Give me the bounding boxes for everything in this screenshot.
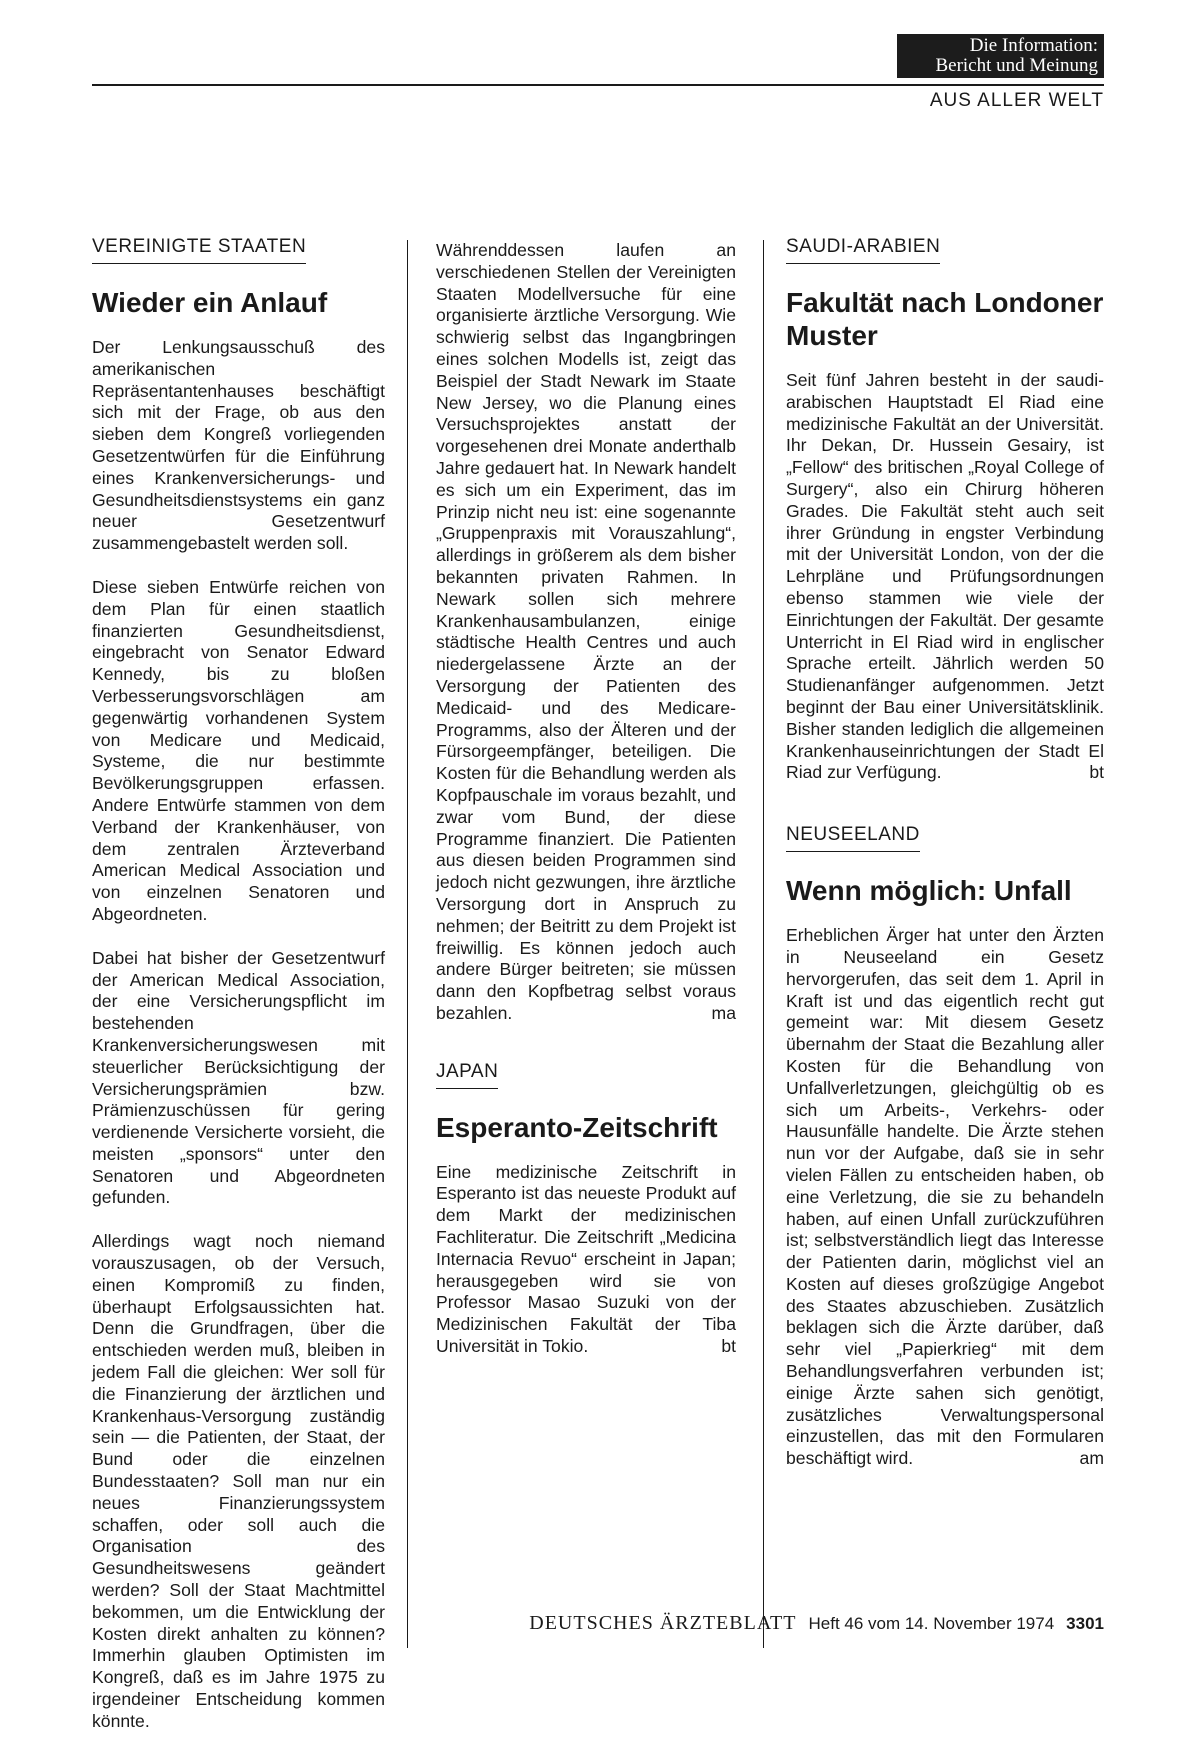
article-paragraph xyxy=(436,240,736,1025)
article-paragraph xyxy=(436,1162,736,1358)
article-paragraph: Diese sieben Entwürfe reichen von dem Plan für einen staatlich finanzierten Gesundheitsdienst, eingebracht von Senator Edward Kennedy, bis zu bloßen Verbesserungsvorschlägen am gegenwärtig vorhandenen System von Medicare und Medicaid, Systeme, die nur bestimmte Bevölkerungsgruppen erfassen. Andere Entwürfe stammen von dem Verband der Krankenhäuser, von dem zentralen Ärzteverband American Medical Association und von einzelnen Senatoren und Abgeordneten. xyxy=(92,576,385,924)
masthead-box xyxy=(897,34,1104,78)
author-signature: bt xyxy=(721,1336,736,1357)
page-number: 3301 xyxy=(1066,1614,1104,1633)
article-title: Wenn möglich: Unfall xyxy=(786,875,1072,907)
section-heading: AUS ALLER WELT xyxy=(929,90,1104,111)
article-paragraph: Allerdings wagt noch niemand vorauszusagen, ob der Versuch, einen Kompromiß zu finden, überhaupt Erfolgsaussichten hat. Denn die Grundfragen, über die entschieden werden muß, bleiben in jedem Fall die gleichen: Wer soll für die Finanzierung der ärztlichen und Krankenhaus-Versorgung zuständig sein — die Patienten, der Staat, der Bund oder die einzelnen Bundesstaaten? Soll man nur ein neues Finanzierungssystem schaffen, oder soll auch die Organisation des Gesundheitswesens geändert werden? Soll der Staat Machtmittel bekommen, um die Entwicklung der Kosten direkt anhalten zu können? Immerhin glauben Optimisten im Kongreß, daß es im Jahre 1975 zu irgendeiner Entscheidung kommen könnte. xyxy=(92,1231,385,1731)
article-kicker: JAPAN xyxy=(436,1061,498,1089)
article-paragraph-text: Seit fünf Jahren besteht in der saudi-arabischen Hauptstadt El Riad eine medizinische Fakultät an der Universität. Ihr Dekan, Dr. Hussein Gesairy, ist „Fellow“ des britischen „Royal College of Surgery“, also ein Chirurg höheren Grades. Die Fakultät steht auch seit ihrer Gründung in engster Verbindung mit der Universität London, von der die Lehrpläne und Prüfungsordnungen ebenso stammen wie viele der Einrichtungen der Fakultät. Der gesamte Unterricht in El Riad wird in englischer Sprache erteilt. Jährlich werden 50 Studienanfänger aufgenommen. Jetzt beginnt der Bau einer Universitätsklinik. Bisher standen lediglich die allgemeinen Krankenhauseinrichtungen der Stadt El Riad zur Verfügung. xyxy=(786,370,1104,783)
masthead-line-2: Bericht und Meinung xyxy=(935,55,1098,76)
article-paragraph-text: Eine medizinische Zeitschrift in Esperanto ist das neueste Produkt auf dem Markt der medizinischen Fachliteratur. Die Zeitschrift „Medicina Internacia Revuo“ erscheint in Japan; herausgegeben wird sie von Professor Masao Suzuki von der Medizinischen Fakultät der Tiba Universität in Tokio. xyxy=(436,1161,736,1357)
article-kicker: NEUSEELAND xyxy=(786,824,920,852)
column-1 xyxy=(92,236,385,1755)
header-rule xyxy=(92,84,1104,86)
journal-name: DEUTSCHES ÄRZTEBLATT xyxy=(529,1612,797,1634)
article-title: Fakultät nach Londoner Muster xyxy=(786,287,1104,351)
article-paragraph: Dabei hat bisher der Gesetzentwurf der American Medical Association, der eine Versicherungspflicht im bestehenden Krankenversicherungswesen mit steuerlicher Berücksichtigung der Versicherungsprämien bzw. Prämienzuschüssen für gering verdienende Versicherte vorsieht, die meisten „sponsors“ unter den Senatoren und Abgeordneten gefunden. xyxy=(92,947,385,1208)
issue-info: Heft 46 vom 14. November 1974 xyxy=(808,1614,1055,1633)
article-title: Wieder ein Anlauf xyxy=(92,287,328,318)
article-paragraph-text: Währenddessen laufen an verschiedenen Stellen der Vereinigten Staaten Modellversuche für eine organisierte ärztliche Versorgung. Wie schwierig selbst das Ingangbringen eines solchen Modells ist, zeigt das Beispiel der Stadt Newark im Staate New Jersey, wo die Planung eines Versuchsprojektes anstatt der vorgesehenen drei Monate anderthalb Jahre gedauert hat. In Newark handelt es sich um ein Experiment, das im Prinzip nicht neu ist: eine sogenannte „Gruppenpraxis mit Vorauszahlung“, allerdings in größerem als dem bisher bekannten privaten Rahmen. In Newark sollen sich mehrere Krankenhausambulanzen, einige städtische Health Centres und auch niedergelassene Ärzte an der Versorgung der Patienten des Medicaid- und des Medicare-Programms, also der Älteren und der Fürsorgeempfänger, beteiligen. Die Kosten für die Behandlung werden als Kopfpauschale im voraus bezahlt, und zwar vom Bund, der diese Programme finanziert. Die Patienten aus diesen beiden Programmen sind jedoch nicht gezwungen, ihre ärztliche Versorgung dort in Anspruch zu nehmen; der Beitritt zu dem Projekt ist freiwillig. Es können jedoch auch andere Bürger beitreten; sie müssen dann den Kopfbetrag selbst voraus bezahlen. xyxy=(436,240,736,1023)
column-divider xyxy=(407,240,408,1648)
column-divider xyxy=(763,240,764,1648)
article-kicker: VEREINIGTE STAATEN xyxy=(92,236,306,264)
article-paragraph xyxy=(786,925,1104,1470)
article-paragraph xyxy=(786,370,1104,784)
article-paragraph-text: Erheblichen Ärger hat unter den Ärzten in Neuseeland ein Gesetz hervorgerufen, das seit dem 1. April in Kraft ist und das eigentlich recht gut gemeint war: Mit diesem Gesetz übernahm der Staat die Bezahlung aller Kosten für die Behandlung von Unfallverletzungen, gleichgültig ob es sich um Arbeits-, Verkehrs- oder Hausunfälle handelte. Die Ärzte stehen nun vor der Aufgabe, daß sie in sehr vielen Fällen zu entscheiden haben, ob eine Verletzung, die sie zu behandeln haben, auf einen Unfall zurückzuführen ist; selbstverständlich liegt das Interesse der Patienten darin, möglichst viel an Kosten auf dieses großzügige Angebot des Staates abzuschieben. Zusätzlich beklagen sich die Ärzte darüber, daß sehr viel „Papierkrieg“ mit dem Behandlungsverfahren verbunden ist; einige Ärzte sahen sich genötigt, zusätzliches Verwaltungspersonal einzustellen, das mit den Formularen beschäftigt wird. xyxy=(786,925,1104,1469)
author-signature: ma xyxy=(711,1002,736,1023)
article-paragraph: Der Lenkungsausschuß des amerikanischen Repräsentantenhauses beschäftigt sich mit der Frage, ob aus den sieben dem Kongreß vorliegenden Gesetzentwürfen für die Einführung eines Krankenversicherungs- und Gesundheitsdienstsystems ein ganz neuer Gesetzentwurf zusammengebastelt werden soll. xyxy=(92,337,385,554)
article-kicker: SAUDI-ARABIEN xyxy=(786,236,940,264)
author-signature: am xyxy=(1079,1448,1104,1469)
masthead-line-1: Die Information: xyxy=(969,35,1098,56)
column-2 xyxy=(436,240,736,1380)
article-title: Esperanto-Zeitschrift xyxy=(436,1111,718,1143)
page-footer xyxy=(410,1612,1104,1635)
author-signature: bt xyxy=(1089,762,1104,783)
column-3 xyxy=(786,236,1104,1492)
